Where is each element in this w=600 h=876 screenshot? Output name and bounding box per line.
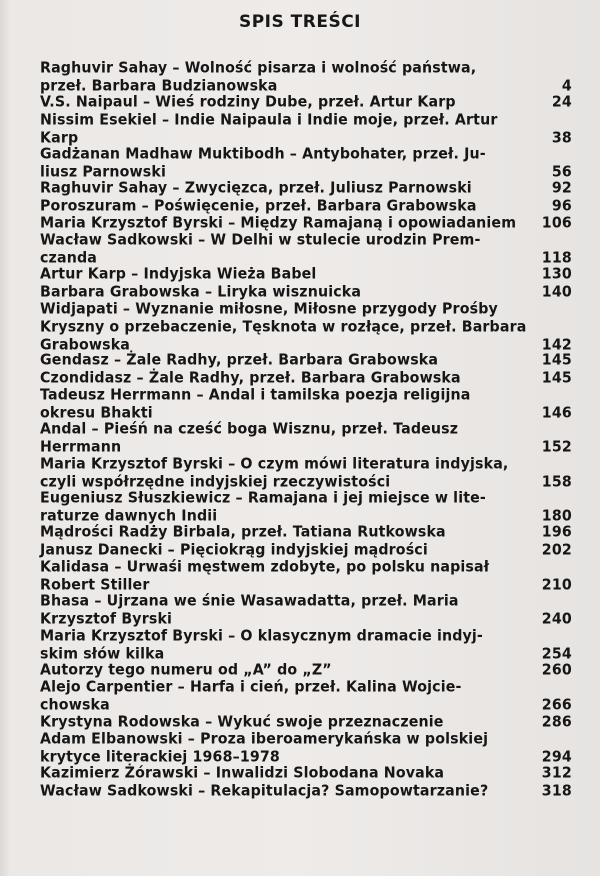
toc-entry-text: Poroszuram – Poświęcenie, przeł. Barbara Grabowska	[40, 197, 477, 215]
toc-entry	[40, 301, 572, 355]
toc-entry	[40, 731, 572, 767]
toc-entry	[40, 352, 572, 370]
toc-entry	[40, 370, 572, 388]
toc-entry-text: Raghuvir Sahay – Zwycięzca, przeł. Juliusz Parnowski	[40, 180, 472, 198]
toc-entry-text: Kalidasa – Urwaśi męstwem zdobyte, po polsku napisał Robert Stiller	[40, 558, 490, 594]
toc-entry	[40, 198, 572, 216]
toc-entry-text: Adam Elbanowski – Proza iberoamerykańska w polskiej krytyce literackiej 1968–1978	[40, 730, 489, 766]
toc-entry-page-number: 142	[541, 336, 572, 354]
toc-entry-text: Wacław Sadkowski – Rekapitulacja? Samopowtarzanie?	[40, 782, 489, 800]
toc-entry-page-number: 260	[541, 662, 572, 679]
toc-entry	[40, 490, 572, 526]
toc-entry-page-number: 286	[541, 713, 572, 731]
toc-entry-page-number: 202	[541, 541, 572, 559]
toc-entry-page-number: 92	[551, 180, 572, 198]
toc-entry	[40, 524, 572, 542]
toc-entry	[40, 628, 572, 664]
toc-entry-text: Autorzy tego numeru od „A” do „Z”	[40, 662, 332, 679]
toc-entry	[40, 593, 572, 629]
toc-entry-text: Maria Krzysztof Byrski – Między Ramajaną i opowiadaniem	[40, 214, 517, 232]
toc-entry-text: Barbara Grabowska – Liryka wisznuicka	[40, 283, 362, 301]
toc-entry-page-number: 24	[551, 94, 572, 112]
page-title: SPIS TREŚCI	[238, 12, 362, 32]
toc-entry-text: Tadeusz Herrmann – Andal i tamilska poezja religijna okresu Bhakti	[40, 386, 471, 422]
toc-entry-text: Kazimierz Żórawski – Inwalidzi Slobodana Novaka	[40, 765, 445, 783]
toc-entry	[40, 94, 572, 112]
toc-entry	[40, 559, 572, 595]
toc-entry	[40, 714, 572, 732]
toc-entry-text: Mądrości Radży Birbala, przeł. Tatiana Rutkowska	[40, 524, 446, 542]
toc-entry-page-number: 196	[541, 524, 572, 542]
toc-entry-page-number: 180	[541, 508, 572, 525]
toc-entry-page-number: 318	[541, 782, 572, 800]
toc-entry-page-number: 152	[541, 439, 572, 457]
toc-entry	[40, 232, 572, 268]
toc-entry-page-number: 118	[541, 250, 572, 267]
table-of-contents	[40, 60, 572, 800]
toc-entry-text: Eugeniusz Słuszkiewicz – Ramajana i jej miejsce w lite- raturze dawnych Indii	[40, 490, 486, 525]
toc-entry	[40, 387, 572, 423]
toc-entry-page-number: 158	[541, 473, 572, 491]
toc-entry-page-number: 294	[541, 748, 572, 766]
toc-entry-page-number: 266	[541, 697, 572, 715]
toc-entry	[40, 765, 572, 783]
toc-entry-text: Raghuvir Sahay – Wolność pisarza i wolność państwa, przeł. Barbara Budzianowska	[40, 60, 477, 95]
toc-entry	[40, 542, 572, 560]
toc-entry-text: Andal – Pieśń na cześć boga Wisznu, przeł. Tadeusz Herrmann	[40, 421, 459, 457]
toc-entry-text: Widjapati – Wyznanie miłosne, Miłosne przygody Prośby Kryszny o przebaczenie, Tęsknota w rozłące, przeł. Barbara Grabowska	[40, 300, 527, 354]
toc-entry	[40, 421, 572, 457]
toc-entry	[40, 456, 572, 492]
toc-entry	[40, 662, 572, 680]
toc-entry-text: Wacław Sadkowski – W Delhi w stulecie urodzin Prem- czanda	[40, 232, 481, 267]
toc-entry-page-number: 38	[551, 129, 572, 147]
toc-entry-text: Krystyna Rodowska – Wykuć swoje przeznaczenie	[40, 713, 444, 731]
toc-entry-page-number: 240	[541, 611, 572, 629]
toc-entry-text: Bhasa – Ujrzana we śnie Wasawadatta, przeł. Maria Krzysztof Byrski	[40, 593, 459, 629]
toc-entry	[40, 60, 572, 96]
toc-entry-text: Gadżanan Madhaw Muktibodh – Antybohater, przeł. Ju- liusz Parnowski	[40, 146, 486, 181]
toc-entry-page-number: 145	[541, 352, 572, 370]
toc-entry	[40, 146, 572, 182]
toc-entry-page-number: 4	[561, 78, 572, 95]
toc-entry-page-number: 145	[541, 369, 572, 387]
toc-entry-page-number: 254	[541, 645, 572, 663]
toc-entry-text: Gendasz – Żale Radhy, przeł. Barbara Grabowska	[40, 352, 439, 370]
toc-entry	[40, 783, 572, 801]
toc-entry-text: Maria Krzysztof Byrski – O czym mówi literatura indyjska, czyli współrzędne indyjskiej rzeczywistości	[40, 455, 509, 491]
toc-entry-page-number: 140	[541, 283, 572, 301]
toc-entry-text: Maria Krzysztof Byrski – O klasycznym dramacie indyj- skim słów kilka	[40, 627, 483, 663]
toc-entry	[40, 180, 572, 198]
toc-entry-page-number: 56	[551, 164, 572, 181]
toc-entry-text: Artur Karp – Indyjska Wieża Babel	[40, 266, 317, 284]
toc-entry-text: Janusz Danecki – Pięciokrąg indyjskiej mądrości	[40, 541, 428, 559]
toc-entry-text: Alejo Carpentier – Harfa i cień, przeł. Kalina Wojcie- chowska	[40, 679, 462, 715]
toc-entry-page-number: 312	[541, 765, 572, 783]
toc-entry	[40, 284, 572, 302]
toc-entry-page-number: 130	[541, 266, 572, 284]
toc-entry-page-number: 146	[541, 404, 572, 422]
toc-entry-text: Nissim Esekiel – Indie Naipaula i Indie moje, przeł. Artur Karp	[40, 111, 498, 147]
toc-entry-text: Czondidasz – Żale Radhy, przeł. Barbara Grabowska	[40, 369, 461, 387]
toc-entry	[40, 679, 572, 715]
toc-entry	[40, 266, 572, 284]
toc-entry-page-number: 106	[541, 214, 572, 232]
toc-entry	[40, 112, 572, 148]
toc-entry-text: V.S. Naipaul – Wieś rodziny Dube, przeł. Artur Karp	[40, 94, 456, 112]
toc-entry-page-number: 210	[541, 576, 572, 594]
toc-entry	[40, 215, 572, 233]
toc-entry-page-number: 96	[551, 197, 572, 215]
